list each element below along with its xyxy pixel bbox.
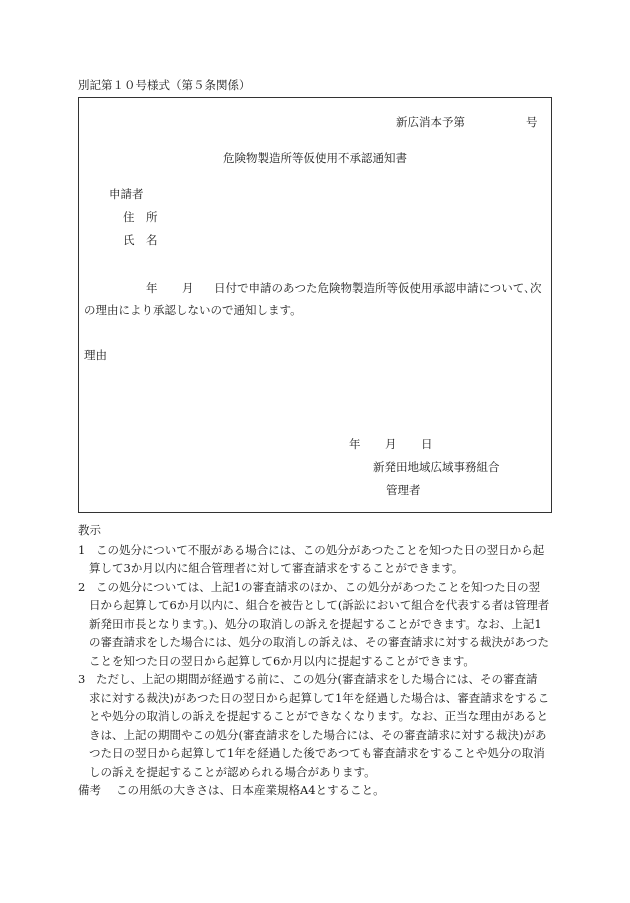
instruction-number: 3	[78, 672, 86, 686]
instruction-line: この処分について不服がある場合には、この処分があつたことを知つた日の翌日から起	[96, 543, 545, 557]
body-year-label: 年	[146, 281, 158, 295]
body-month-label: 月	[182, 281, 194, 295]
instructions-heading: 教示	[78, 523, 101, 537]
body-text-line-2: の理由により承認しないので通知します。	[84, 303, 302, 317]
notice-box	[78, 97, 552, 513]
instruction-line: きは、上記の期間やこの処分(審査請求をした場合には、その審査請求に対する裁決)があ	[89, 728, 547, 742]
form-label: 別記第１０号様式（第５条関係）	[78, 78, 251, 92]
body-text-line-1: 日付で申請のあつた危険物製造所等仮使用承認申請について､次	[214, 281, 542, 295]
reason-label: 理由	[84, 348, 107, 362]
instruction-line: この処分については、上記1の審査請求のほか、この処分があつたことを知つた日の翌	[96, 580, 541, 594]
instruction-line: ただし、上記の期間が経過する前に、この処分(審査請求をした場合には、その審査請	[96, 672, 538, 686]
remarks-text: この用紙の大きさは、日本産業規格A4とすること。	[116, 783, 385, 797]
date-month-label: 月	[385, 437, 397, 451]
instruction-line: の審査請求をした場合には、処分の取消しの訴えは、その審査請求に対する裁決があつた	[89, 635, 549, 649]
instruction-line: 日から起算して6か月以内に、組合を被告として(訴訟において組合を代表する者は管理者	[89, 598, 550, 612]
address-label: 住 所	[123, 210, 158, 224]
ref-number-prefix: 新広消本予第	[396, 115, 465, 129]
name-label: 氏 名	[123, 233, 158, 247]
remarks-label: 備考	[78, 783, 101, 797]
issuer-title: 管理者	[386, 483, 421, 497]
instruction-line: つた日の翌日から起算して1年を経過した後であつても審査請求をすることや処分の取消	[89, 746, 545, 760]
instruction-line: 求に対する裁決)があつた日の翌日から起算して1年を経過した場合は、審査請求をするこ	[89, 691, 550, 705]
instruction-number: 2	[78, 580, 86, 594]
instruction-line: ことを知つた日の翌日から起算して6か月以内に提起することができます。	[89, 654, 475, 668]
date-day-label: 日	[421, 437, 433, 451]
instruction-line: とや処分の取消しの訴えを提起することができなくなります。なお、正当な理由があると	[89, 709, 549, 723]
notice-title: 危険物製造所等仮使用不承認通知書	[223, 151, 407, 165]
ref-number-suffix: 号	[526, 115, 538, 129]
applicant-label: 申請者	[109, 187, 144, 201]
instruction-line: 算して3か月以内に組合管理者に対して審査請求をすることができます。	[89, 561, 464, 575]
issuer-organization: 新発田地域広域事務組合	[373, 460, 500, 474]
instruction-line: しの訴えを提起することが認められる場合があります。	[89, 765, 376, 779]
instruction-number: 1	[78, 543, 86, 557]
date-year-label: 年	[349, 437, 361, 451]
instruction-line: 新発田市長となります。)、処分の取消しの訴えを提起することができます。なお、上記1	[89, 617, 542, 631]
